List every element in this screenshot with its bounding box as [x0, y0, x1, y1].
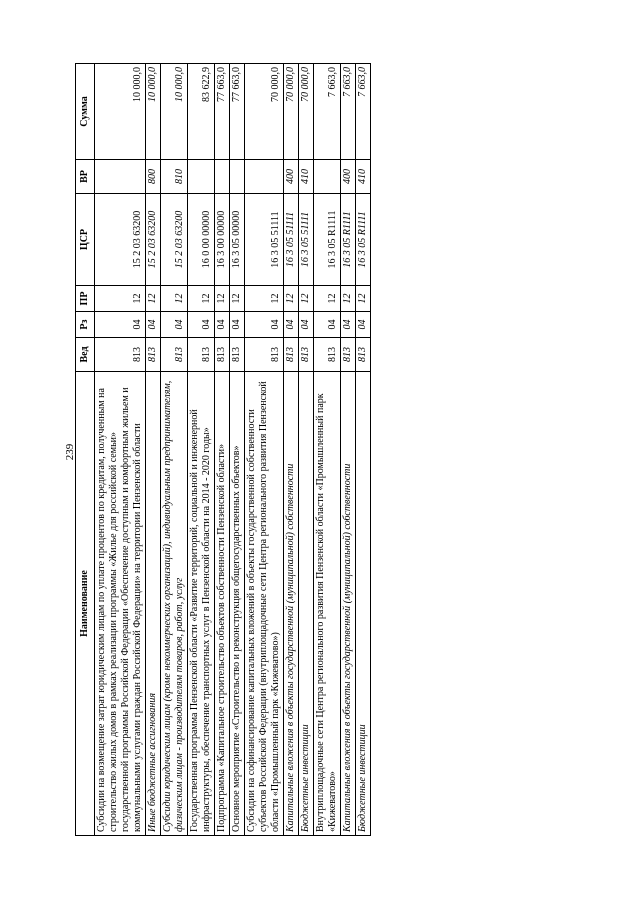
cell-pr: 12 — [215, 286, 230, 312]
cell-sum: 10 000,0 — [146, 64, 161, 160]
cell-csr: 16 3 05 R1111 — [314, 194, 341, 286]
cell-sum: 10 000,0 — [95, 64, 146, 160]
cell-csr: 16 3 00 00000 — [215, 194, 230, 286]
cell-pr: 12 — [299, 286, 314, 312]
cell-rz: 04 — [341, 312, 356, 338]
table-row — [95, 64, 146, 836]
table-row — [299, 64, 314, 836]
cell-rz: 04 — [95, 312, 146, 338]
cell-csr: 16 3 05 00000 — [230, 194, 245, 286]
cell-name: Подпрограмма «Капитальное строительство объектов собственности Пензенской области» — [215, 372, 230, 836]
col-header-csr: ЦСР — [76, 194, 95, 286]
cell-vr — [314, 160, 341, 194]
cell-name: Бюджетные инвестиции — [299, 372, 314, 836]
cell-vr — [230, 160, 245, 194]
cell-sum: 7 663,0 — [341, 64, 356, 160]
cell-pr: 12 — [341, 286, 356, 312]
cell-rz: 04 — [314, 312, 341, 338]
cell-vr: 410 — [356, 160, 371, 194]
cell-pr: 12 — [356, 286, 371, 312]
cell-ved: 813 — [95, 338, 146, 372]
cell-rz: 04 — [188, 312, 215, 338]
cell-pr: 12 — [284, 286, 299, 312]
page-number: 239 — [64, 443, 76, 461]
cell-ved: 813 — [284, 338, 299, 372]
cell-pr: 12 — [188, 286, 215, 312]
cell-sum: 83 622,9 — [188, 64, 215, 160]
col-header-ved: Вед — [76, 338, 95, 372]
col-header-sum: Сумма — [76, 64, 95, 160]
cell-ved: 813 — [299, 338, 314, 372]
cell-ved: 813 — [356, 338, 371, 372]
cell-vr: 400 — [341, 160, 356, 194]
cell-vr: 400 — [284, 160, 299, 194]
table-row — [356, 64, 371, 836]
table-row — [314, 64, 341, 836]
cell-rz: 04 — [161, 312, 188, 338]
col-header-vr: ВР — [76, 160, 95, 194]
cell-rz: 04 — [215, 312, 230, 338]
cell-rz: 04 — [146, 312, 161, 338]
cell-vr — [188, 160, 215, 194]
cell-name: Бюджетные инвестиции — [356, 372, 371, 836]
cell-pr: 12 — [245, 286, 284, 312]
cell-ved: 813 — [341, 338, 356, 372]
col-header-pr: ПР — [76, 286, 95, 312]
cell-name: Субсидии юридическим лицам (кроме некоммерческих организаций), индивидуальным предпринимателям, физическим лицам - производителям товаров, работ, услуг — [161, 372, 188, 836]
table-row — [230, 64, 245, 836]
cell-rz: 04 — [356, 312, 371, 338]
cell-name: Иные бюджетные ассигнования — [146, 372, 161, 836]
cell-pr: 12 — [95, 286, 146, 312]
cell-ved: 813 — [188, 338, 215, 372]
cell-sum: 70 000,0 — [299, 64, 314, 160]
table-row — [188, 64, 215, 836]
cell-pr: 12 — [161, 286, 188, 312]
table-body — [95, 64, 371, 836]
cell-sum: 10 000,0 — [161, 64, 188, 160]
cell-csr: 15 2 03 63200 — [161, 194, 188, 286]
cell-ved: 813 — [146, 338, 161, 372]
col-header-rz: Рз — [76, 312, 95, 338]
cell-sum: 7 663,0 — [314, 64, 341, 160]
cell-csr: 16 0 00 00000 — [188, 194, 215, 286]
cell-vr: 810 — [161, 160, 188, 194]
cell-name: Государственная программа Пензенской области «Развитие территорий, социальной и инженерной инфраструктуры, обеспечение транспортных услуг в Пензенской области на 2014 - 2020 годы» — [188, 372, 215, 836]
budget-table — [75, 63, 371, 836]
col-header-name: Наименование — [76, 372, 95, 836]
cell-pr: 12 — [230, 286, 245, 312]
cell-sum: 77 663,0 — [230, 64, 245, 160]
cell-rz: 04 — [284, 312, 299, 338]
cell-pr: 12 — [146, 286, 161, 312]
table-row — [284, 64, 299, 836]
cell-csr: 15 2 03 63200 — [95, 194, 146, 286]
rotated-page-content — [75, 64, 529, 836]
cell-csr: 16 3 05 51111 — [245, 194, 284, 286]
cell-csr: 15 2 03 63200 — [146, 194, 161, 286]
cell-ved: 813 — [314, 338, 341, 372]
cell-csr: 16 3 05 R1111 — [341, 194, 356, 286]
table-row — [341, 64, 356, 836]
cell-csr: 16 3 05 51111 — [284, 194, 299, 286]
table-row — [245, 64, 284, 836]
cell-ved: 813 — [245, 338, 284, 372]
cell-vr: 800 — [146, 160, 161, 194]
cell-pr: 12 — [314, 286, 341, 312]
table-header-row — [76, 64, 95, 836]
table-row — [146, 64, 161, 836]
cell-ved: 813 — [215, 338, 230, 372]
cell-vr — [245, 160, 284, 194]
cell-sum: 7 663,0 — [356, 64, 371, 160]
cell-csr: 16 3 05 51111 — [299, 194, 314, 286]
cell-name: Субсидии на софинансирование капитальных вложений в объекты государственной собственности субъектов Российской Федерации (внутриплощадочные сети Центра регионального развития Пензенской области «Промышленный парк «Кижеватово») — [245, 372, 284, 836]
cell-sum: 70 000,0 — [245, 64, 284, 160]
cell-name: Внутриплощадочные сети Центра регионального развития Пензенской области «Промышленный парк «Кижеватово» — [314, 372, 341, 836]
table-row — [161, 64, 188, 836]
cell-vr — [215, 160, 230, 194]
cell-rz: 04 — [245, 312, 284, 338]
cell-ved: 813 — [161, 338, 188, 372]
cell-vr — [95, 160, 146, 194]
cell-csr: 16 3 05 R1111 — [356, 194, 371, 286]
cell-rz: 04 — [299, 312, 314, 338]
table-row — [215, 64, 230, 836]
cell-sum: 70 000,0 — [284, 64, 299, 160]
cell-name: Субсидии на возмещение затрат юридическим лицам по уплате процентов по кредитам, полученным на строительство жилых домов в рамках реализации программы «Жилье для российской семьи» государственной программы Российской Федерации «Обеспечение доступным и комфортным жильем и коммунальными услугами граждан Российской Федерации» на территории Пензенской области — [95, 372, 146, 836]
cell-vr: 410 — [299, 160, 314, 194]
cell-name: Капитальные вложения в объекты государственной (муниципальной) собственности — [284, 372, 299, 836]
cell-sum: 77 663,0 — [215, 64, 230, 160]
cell-name: Капитальные вложения в объекты государственной (муниципальной) собственности — [341, 372, 356, 836]
cell-ved: 813 — [230, 338, 245, 372]
cell-name: Основное мероприятие «Строительство и реконструкция общегосударственных объектов» — [230, 372, 245, 836]
cell-rz: 04 — [230, 312, 245, 338]
